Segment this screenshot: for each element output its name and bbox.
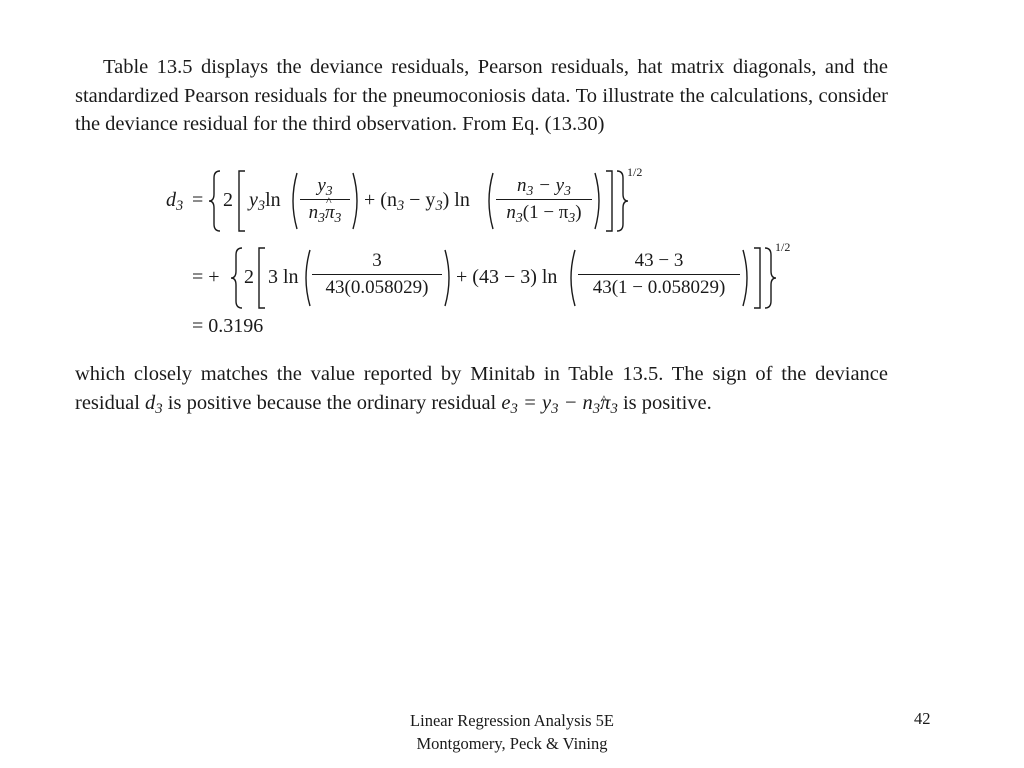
left-bracket xyxy=(236,170,246,232)
eq-plus-term: + $(n_3 - y_3)$ ln xyxy=(364,189,470,215)
eq2-prefix: = + xyxy=(192,266,220,288)
eq2-three-ln: 3 ln xyxy=(268,266,299,288)
eq-lhs: $d_3$ xyxy=(166,189,184,215)
left-paren-3 xyxy=(301,249,311,307)
left-bracket-2 xyxy=(256,247,266,309)
right-brace xyxy=(615,170,629,232)
right-bracket xyxy=(605,170,615,232)
footer-citation xyxy=(312,709,712,755)
fraction-4-numerator: 43 − 3 xyxy=(634,250,684,271)
equation-line-1 xyxy=(0,166,1024,236)
fraction-1-denominator: $n_3\pi$ $\^{}_3$ xyxy=(300,200,350,222)
fraction-3-denominator: 43(0.058029) xyxy=(325,277,429,298)
left-paren-1 xyxy=(288,172,298,230)
fraction-3 xyxy=(312,251,442,297)
left-brace xyxy=(208,170,222,232)
right-paren-2 xyxy=(594,172,604,230)
eq2-two: 2 xyxy=(244,266,254,288)
fraction-2-denominator: $n_3(1 - \pi_3)$ xyxy=(506,202,582,225)
fraction-2-numerator: $n_3 - y_3$ xyxy=(517,175,571,198)
equation-line-2 xyxy=(0,241,1024,311)
footer-line-2: Montgomery, Peck & Vining xyxy=(416,734,608,753)
left-paren-2 xyxy=(484,172,494,230)
eq2-plus-term: + (43 − 3) ln xyxy=(456,266,558,288)
left-brace-2 xyxy=(230,247,244,309)
fraction-1-numerator: $y_3$ xyxy=(317,175,333,198)
right-paren-1 xyxy=(352,172,362,230)
d3-symbol: $d_3$ xyxy=(145,391,163,417)
fraction-4 xyxy=(578,251,740,297)
eq-power-2: 1/2 xyxy=(775,240,791,254)
right-brace-2 xyxy=(763,247,777,309)
fraction-3-numerator: 3 xyxy=(372,250,382,271)
eq-power-1: 1/2 xyxy=(627,165,643,179)
right-paren-4 xyxy=(742,249,752,307)
left-paren-4 xyxy=(566,249,576,307)
fraction-4-denominator: 43(1 − 0.058029) xyxy=(592,277,726,298)
conclusion-paragraph: which closely matches the value reported by Minitab in Table 13.5. The sign of the deviance residual $d_3$ is positive because the ordinary residual $e_3 = y_3 - n_3\pi$ $\^{}_3$ is positive. xyxy=(75,360,888,417)
right-paren-3 xyxy=(444,249,454,307)
eq-equals: = xyxy=(192,189,204,211)
fraction-1 xyxy=(300,175,350,225)
right-bracket-2 xyxy=(753,247,763,309)
equation-result: = 0.3196 xyxy=(192,315,264,337)
eq-y-ln: $y_3\ln$ xyxy=(249,189,281,215)
eq-two: 2 xyxy=(223,189,233,211)
fraction-2 xyxy=(496,175,592,225)
intro-paragraph: Table 13.5 displays the deviance residuals, Pearson residuals, hat matrix diagonals, and the standardized Pearson residuals for the pneumoconiosis data. To illustrate the calculations, consider the deviance residual for the third observation. From Eq. (13.30) xyxy=(75,56,888,135)
page-number: 42 xyxy=(914,709,931,728)
e3-symbol: $e_3$ xyxy=(501,391,518,417)
footer-line-1: Linear Regression Analysis 5E xyxy=(410,711,614,730)
